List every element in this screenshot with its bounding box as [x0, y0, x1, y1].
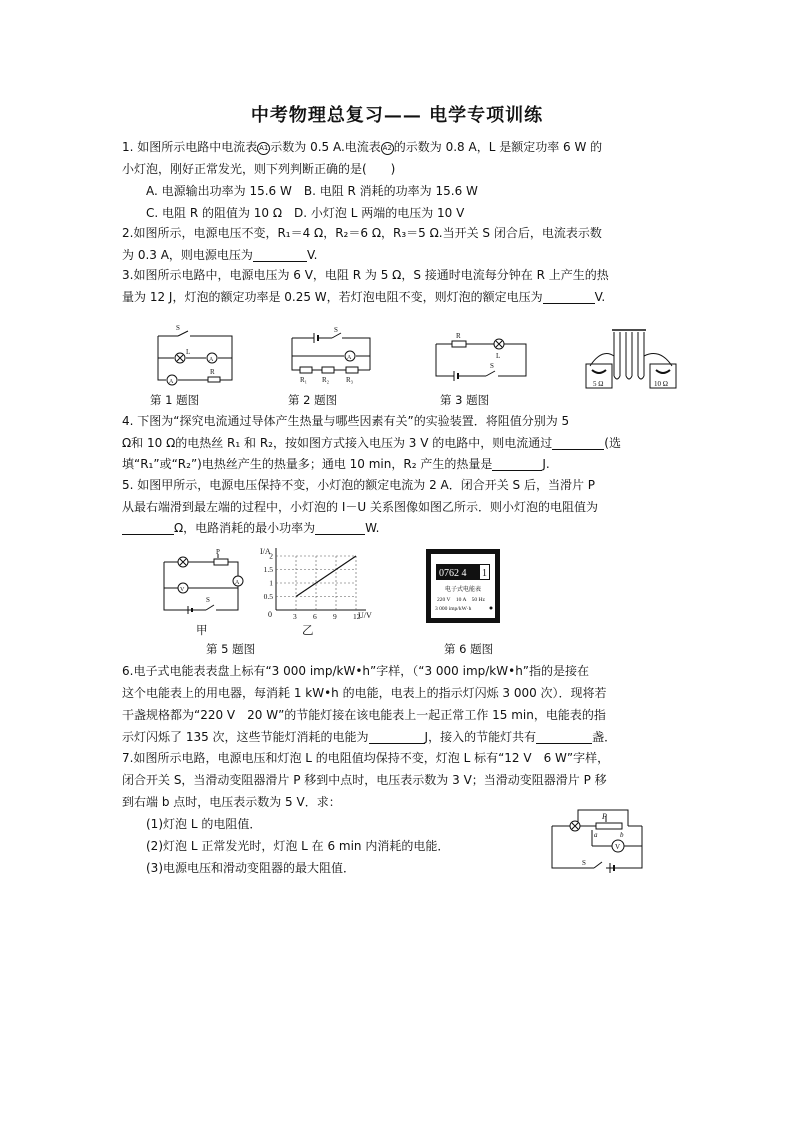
- svg-text:R: R: [456, 332, 461, 340]
- q5-line-3: [122, 517, 682, 539]
- answer-blank[interactable]: [543, 289, 595, 304]
- svg-text:L: L: [496, 352, 501, 360]
- svg-text:R₁: R₁: [300, 376, 308, 384]
- q3-line-1: 3.如图所示电路中，电源电压为 6 V，电阻 R 为 5 Ω，S 接通时电流每分钟在 R 上产生的热: [122, 268, 609, 282]
- q2-text: 为 0.3 A，则电源电压为: [122, 248, 253, 262]
- answer-blank[interactable]: [122, 520, 174, 535]
- figure-6-caption: 第 6 题图: [444, 642, 494, 656]
- q3-text: 量为 12 J，灯泡的额定功率是 0.25 W，若灯泡电阻不变，则灯泡的额定电压为: [122, 290, 543, 304]
- graph-y-tick-label: 1.5: [263, 565, 273, 574]
- heater-10-ohm-label: 10 Ω: [654, 380, 668, 388]
- figure-5-jia-label: 甲: [196, 623, 208, 637]
- figure-3-circuit: [432, 330, 530, 386]
- figure-3-caption: 第 3 题图: [440, 393, 490, 407]
- meter-digits: 0762 4: [439, 568, 467, 579]
- q7-sub-2: (2)灯泡 L 正常发光时，灯泡 L 在 6 min 内消耗的电能．: [146, 839, 450, 853]
- svg-text:S: S: [582, 859, 586, 867]
- q4-text: 填“R₁”或“R₂”)电热丝产生的热量多；通电 10 min，R₂ 产生的热量是: [122, 457, 493, 471]
- q2-line-1: 2.如图所示，电源电压不变，R₁＝4 Ω，R₂＝6 Ω，R₃＝5 Ω.当开关 S 闭合后，电流表示数: [122, 226, 602, 240]
- graph-x-tick-label: 3: [293, 612, 297, 621]
- figure-5-caption: 第 5 题图: [206, 642, 256, 656]
- ammeter-a2-icon: A2: [381, 142, 394, 155]
- q1-line-1: [122, 136, 682, 158]
- figure-7-circuit: [548, 808, 650, 874]
- svg-text:A: A: [209, 357, 214, 363]
- graph-x-tick-label: 6: [313, 612, 317, 621]
- q5-line-2: 从最右端滑到最左端的过程中，小灯泡的 I－U 关系图像如图乙所示．则小灯泡的电阻值为: [122, 500, 598, 514]
- graph-y-tick-label: 2: [269, 551, 273, 561]
- svg-text:R₂: R₂: [322, 376, 330, 384]
- svg-text:S: S: [490, 362, 494, 370]
- figure-4-apparatus: [584, 326, 680, 392]
- q6-unit: 盏．: [592, 730, 617, 744]
- svg-text:S: S: [206, 596, 210, 604]
- svg-text:P: P: [216, 548, 220, 556]
- svg-text:A: A: [347, 355, 352, 361]
- meter-name: 电子式电能表: [445, 587, 482, 593]
- svg-text:A: A: [235, 580, 240, 586]
- q1-text-a: 1. 如图所示电路中电流表: [122, 140, 258, 154]
- graph-xlabel: U/V: [358, 611, 372, 620]
- q7-sub-1: (1)灯泡 L 的电阻值．: [146, 817, 262, 831]
- figure-5-yi-label: 乙: [302, 623, 314, 637]
- page-title: 中考物理总复习—— 电学专项训练: [250, 105, 544, 126]
- svg-text:R: R: [210, 368, 215, 376]
- figure-2-caption: 第 2 题图: [288, 393, 338, 407]
- svg-text:0: 0: [268, 610, 272, 619]
- graph-x-tick-label: 9: [333, 612, 337, 621]
- q4-unit: J.: [542, 457, 550, 471]
- svg-text:S: S: [334, 326, 338, 334]
- q5-line-1: 5. 如图甲所示，电源电压保持不变，小灯泡的额定电流为 2 A．闭合开关 S 后，当滑片 P: [122, 478, 596, 492]
- svg-text:S: S: [176, 324, 180, 332]
- meter-last-digit: 1: [482, 568, 487, 579]
- q6-line-3: 干盏规格都为“220 V 20 W”的节能灯接在该电能表上一起正常工作 15 min，电能表的指: [122, 708, 606, 722]
- q5-text: Ω，电路消耗的最小功率为: [174, 521, 316, 535]
- answer-blank[interactable]: [315, 520, 365, 535]
- figure-6-energy-meter: [425, 548, 501, 624]
- q5-unit: W.: [365, 521, 380, 535]
- q1-text-c: 的示数为 0.8 A，L 是额定功率 6 W 的: [393, 140, 603, 154]
- graph-y-tick-label: 0.5: [263, 592, 273, 601]
- q1-line-2: 小灯泡，刚好正常发光，则下列判断正确的是( ): [122, 162, 396, 176]
- q6-text: J，接入的节能灯共有: [424, 730, 537, 744]
- heater-5-ohm-label: 5 Ω: [593, 380, 604, 388]
- svg-text:a: a: [594, 831, 598, 839]
- figure-2-circuit: [288, 326, 376, 386]
- svg-text:b: b: [620, 831, 624, 839]
- q6-line-1: 6.电子式电能表表盘上标有“3 000 imp/kW•h”字样，（“3 000 imp/kW•h”指的是接在: [122, 664, 590, 678]
- figure-1-circuit: [150, 322, 240, 386]
- q4-text-tail: (选: [604, 436, 621, 450]
- q2-line-2: [122, 244, 682, 266]
- q4-line-3: [122, 453, 682, 475]
- svg-text:L: L: [186, 348, 191, 356]
- q6-line-2: 这个电能表上的用电器，每消耗 1 kW•h 的电能，电表上的指示灯闪烁 3 000 次）．现将若: [122, 686, 607, 700]
- q1-options-ab: A. 电源输出功率为 15.6 W B. 电阻 R 消耗的功率为 15.6 W: [146, 184, 478, 198]
- q1-options-cd: C. 电阻 R 的阻值为 10 Ω D. 小灯泡 L 两端的电压为 10 V: [146, 206, 465, 220]
- q7-sub-3: (3)电源电压和滑动变阻器的最大阻值．: [146, 861, 355, 875]
- figure-5-circuit-jia: [160, 548, 242, 618]
- ammeter-a1-icon: A1: [257, 142, 270, 155]
- meter-spec: 220 V 10 A 50 Hz: [437, 597, 485, 603]
- q6-text: 示灯闪烁了 135 次，这些节能灯消耗的电能为: [122, 730, 369, 744]
- q7-line-2: 闭合开关 S，当滑动变阻器滑片 P 移到中点时，电压表示数为 3 V；当滑动变阻器滑片 P 移: [122, 773, 607, 787]
- answer-blank[interactable]: [536, 729, 592, 744]
- answer-blank[interactable]: [253, 247, 307, 262]
- answer-blank[interactable]: [369, 729, 425, 744]
- figure-5-iu-graph: [258, 546, 378, 628]
- svg-text:V: V: [180, 587, 185, 593]
- figure-1-caption: 第 1 题图: [150, 393, 200, 407]
- answer-blank[interactable]: [492, 456, 542, 471]
- q3-unit: V.: [594, 290, 606, 304]
- svg-text:R₃: R₃: [346, 376, 354, 384]
- graph-iu-line: [296, 556, 356, 597]
- q4-line-1: 4. 下图为“探究电流通过导体产生热量与哪些因素有关”的实验装置．将阻值分别为 5: [122, 414, 570, 428]
- svg-text:V: V: [615, 843, 621, 851]
- graph-x-tick-label: 12: [353, 612, 361, 621]
- q6-line-4: [122, 726, 682, 748]
- meter-imp: 3 000 imp/kW·h: [435, 606, 472, 612]
- graph-ylabel: I/A: [260, 547, 271, 556]
- q7-line-3: 到右端 b 点时，电压表示数为 5 V．求：: [122, 795, 341, 809]
- answer-blank[interactable]: [552, 435, 604, 450]
- q1-text-b: 示数为 0.5 A.电流表: [270, 140, 381, 154]
- q4-text: Ω和 10 Ω的电热丝 R₁ 和 R₂，按如图方式接入电压为 3 V 的电路中，则电流通过: [122, 436, 553, 450]
- svg-text:P: P: [602, 812, 607, 821]
- q7-line-1: 7.如图所示电路，电源电压和灯泡 L 的电阻值均保持不变，灯泡 L 标有“12 V 6 W”字样，: [122, 751, 610, 765]
- svg-text:A: A: [169, 379, 174, 385]
- q2-unit: V.: [306, 248, 318, 262]
- q4-line-2: [122, 432, 682, 454]
- q3-line-2: [122, 286, 682, 308]
- graph-y-tick-label: 1: [269, 578, 273, 588]
